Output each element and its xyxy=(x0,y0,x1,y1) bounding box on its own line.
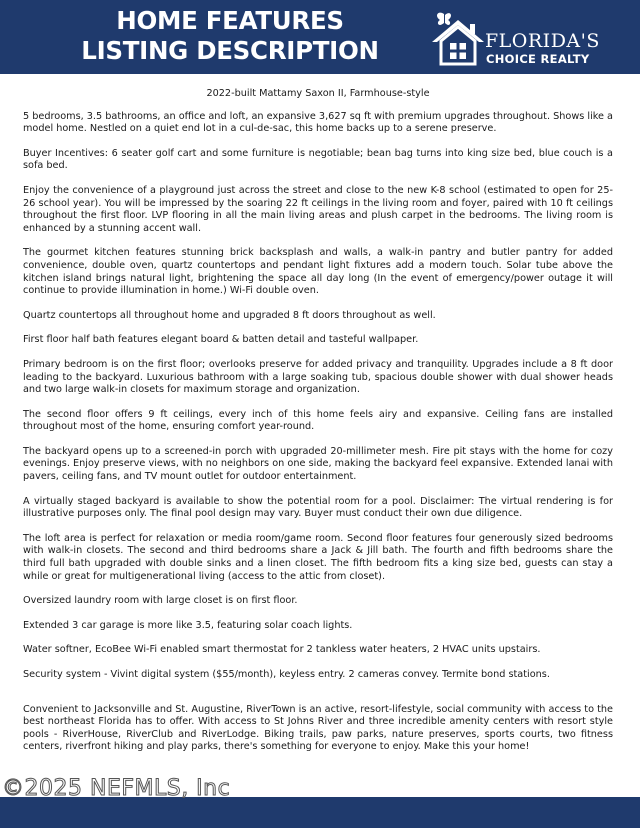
paragraph: Buyer Incentives: 6 seater golf cart and some furniture is negotiable; bean bag turns into king size bed, blue couch is a sofa bed. xyxy=(23,147,613,172)
house-butterfly-icon xyxy=(430,10,486,66)
paragraph: First floor half bath features elegant board & batten detail and tasteful wallpaper. xyxy=(23,334,419,346)
paragraph: A virtually staged backyard is available to show the potential room for a pool. Disclaimer: The virtual rendering is for illustrative purposes only. The final pool design may vary. Buyer must conduct their own due diligence. xyxy=(23,495,613,520)
title-line-1: HOME FEATURES xyxy=(116,6,344,35)
paragraph: Water softner, EcoBee Wi-Fi enabled smart thermostat for 2 tankless water heaters, 2 HVAC units upstairs. xyxy=(23,644,541,656)
brand-logo xyxy=(430,8,630,68)
paragraph: Oversized laundry room with large closet is on first floor. xyxy=(23,595,298,607)
paragraph: The second floor offers 9 ft ceilings, every inch of this home feels airy and expansive. Ceiling fans are installed throughout most of the home, ensuring comfort year-round. xyxy=(23,408,613,433)
paragraph: The loft area is perfect for relaxation or media room/game room. Second floor features four generously sized bedrooms with walk-in closets. The second and third bedrooms share a Jack & Jill bath. The fourth and fifth bedrooms share the third full bath upgraded with double sinks and a linen closet. The fifth bedroom fits a king size bed, guests can stay a while or great for multigenerational living (access to the attic from closet). xyxy=(23,532,613,582)
listing-description xyxy=(23,88,613,766)
paragraph: Enjoy the convenience of a playground just across the street and close to the new K-8 school (estimated to open for 25-26 school year). You will be impressed by the soaring 22 ft ceilings in the living room and foyer, paired with 10 ft ceilings throughout the first floor. LVP flooring in all the main living areas and plush carpet in the bedrooms. The living room is enhanced by a stunning accent wall. xyxy=(23,184,613,234)
title-line-2: LISTING DESCRIPTION xyxy=(81,36,379,65)
logo-name: FLORIDA'S xyxy=(485,30,600,52)
footer-bar xyxy=(0,797,640,828)
header-banner xyxy=(0,0,640,74)
paragraph: 5 bedrooms, 3.5 bathrooms, an office and loft, an expansive 3,627 sq ft with premium upgrades throughout. Shows like a model home. Nestled on a quiet end lot in a cul-de-sac, this home backs up to a serene preserve. xyxy=(23,110,613,135)
paragraph: Primary bedroom is on the first floor; overlooks preserve for added privacy and tranquility. Upgrades include a 8 ft door leading to the backyard. Luxurious bathroom with a large soaking tub, spacious double shower with dual shower heads and two large walk-in closets for maximum storage and organization. xyxy=(23,358,613,396)
page-title xyxy=(70,6,390,66)
paragraph: The gourmet kitchen features stunning brick backsplash and walls, a walk-in pantry and butler pantry for added convenience, double oven, quartz countertops and pendant light fixtures add a modern touch. Solar tube above the kitchen island brings natural light, brightening the space all day long (In the event of emergency/power outage it will continue to provide illumination in home.) Wi-Fi double oven. xyxy=(23,247,613,297)
paragraph: Security system - Vivint digital system ($55/month), keyless entry. 2 cameras convey. Termite bond stations. xyxy=(23,669,550,680)
paragraph: Quartz countertops all throughout home and upgraded 8 ft doors throughout as well. xyxy=(23,309,436,321)
closing-paragraph: Convenient to Jacksonville and St. Augustine, RiverTown is an active, resort-lifestyle, social community with access to the best northeast Florida has to offer. With access to St Johns River and three incredible amenity centers with resort style pools - RiverHouse, RiverClub and RiverLodge. Biking trails, paw parks, nature preserves, sports courts, two fitness centers, riverfront hiking and play parks, there's something for everyone to enjoy. Make this your home! xyxy=(23,703,613,753)
paragraph: Extended 3 car garage is more like 3.5, featuring solar coach lights. xyxy=(23,619,353,631)
logo-subtitle: CHOICE REALTY xyxy=(486,52,590,66)
listing-subtitle: 2022-built Mattamy Saxon II, Farmhouse-style xyxy=(206,88,430,99)
paragraph: The backyard opens up to a screened-in porch with upgraded 20-millimeter mesh. Fire pit stays with the home for cozy evenings. Enjoy preserve views, with no neighbors on one side, making the backyard feel expansive. Extended lanai with pavers, ceiling fans, and TV mount outlet for outdoor entertainment. xyxy=(23,445,613,483)
copyright-watermark: ©2025 NEFMLS, Inc xyxy=(2,776,231,801)
